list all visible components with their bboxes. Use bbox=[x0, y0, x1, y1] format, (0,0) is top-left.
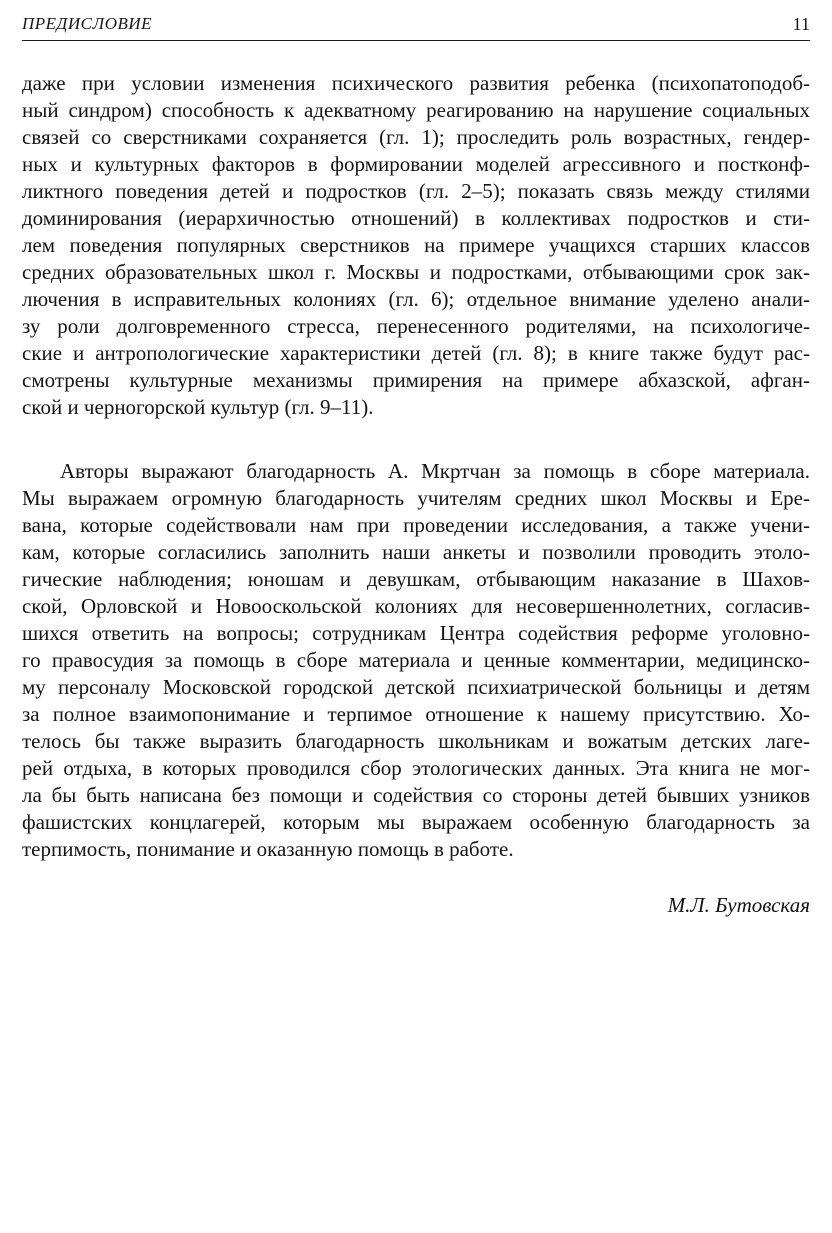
text-line: терпимость, понимание и оказанную помощь в работе. bbox=[22, 837, 514, 861]
text-line: за полное взаимопонимание и терпимое отношение к нашему присутствию. Хо- bbox=[22, 702, 810, 726]
text-line: телось бы также выразить благодарность школьникам и вожатым детских лаге- bbox=[22, 729, 810, 753]
text-line: доминирования (иерархичностью отношений) в коллективах подростков и сти- bbox=[22, 206, 810, 230]
text-line: фашистских концлагерей, которым мы выражаем особенную благодарность за bbox=[22, 810, 810, 834]
text-line: го правосудия за помощь в сборе материала и ценные комментарии, медицинско- bbox=[22, 648, 810, 672]
text-line: ный синдром) способность к адекватному реагированию на нарушение социальных bbox=[22, 98, 810, 122]
text-line: гические наблюдения; юношам и девушкам, отбывающим наказание в Шахов- bbox=[22, 567, 810, 591]
text-line: рей отдыха, в которых проводился сбор этологических данных. Эта книга не мог- bbox=[22, 756, 810, 780]
running-header bbox=[22, 12, 810, 41]
text-line: му персоналу Московской городской детской психиатрической больницы и детям bbox=[22, 675, 810, 699]
text-line: ла бы быть написана без помощи и содействия со стороны детей бывших узников bbox=[22, 783, 810, 807]
text-line: зу роли долговременного стресса, перенесенного родителями, на психологиче- bbox=[22, 314, 810, 338]
text-line: смотрены культурные механизмы примирения на примере абхазской, афган- bbox=[22, 368, 810, 392]
text-line: ликтного поведения детей и подростков (гл. 2–5); показать связь между стилями bbox=[22, 179, 810, 203]
header-title: ПРЕДИСЛОВИЕ bbox=[22, 14, 153, 33]
text-line: вана, которые содействовали нам при проведении исследования, а также учени- bbox=[22, 513, 810, 537]
text-line: ской, Орловской и Новооскольской колониях для несовершеннолетних, согласив- bbox=[22, 594, 810, 618]
text-line: Авторы выражают благодарность А. Мкртчан за помощь в сборе материала. bbox=[60, 459, 810, 483]
text-line: средних образовательных школ г. Москвы и подростками, отбывающими срок зак- bbox=[22, 260, 810, 284]
page-number: 11 bbox=[792, 14, 810, 34]
text-line: связей со сверстниками сохраняется (гл. 1); проследить роль возрастных, гендер- bbox=[22, 125, 810, 149]
text-line: даже при условии изменения психического развития ребенка (психопатоподоб- bbox=[22, 71, 810, 95]
text-line: кам, которые согласились заполнить наши анкеты и позволили проводить этоло- bbox=[22, 540, 810, 564]
text-line: Мы выражаем огромную благодарность учителям средних школ Москвы и Ере- bbox=[22, 486, 810, 510]
text-line: ных и культурных факторов в формировании моделей агрессивного и постконф- bbox=[22, 152, 810, 176]
text-line: лючения в исправительных колониях (гл. 6); отдельное внимание уделено анали- bbox=[22, 287, 810, 311]
text-line: лем поведения популярных сверстников на примере учащихся старших классов bbox=[22, 233, 810, 257]
text-line: ской и черногорской культур (гл. 9–11). bbox=[22, 395, 374, 419]
text-line: ские и антропологические характеристики детей (гл. 8); в книге также будут рас- bbox=[22, 341, 810, 365]
author-signature: М.Л. Бутовская bbox=[667, 893, 810, 917]
text-line: шихся ответить на вопросы; сотрудникам Центра содействия реформе уголовно- bbox=[22, 621, 810, 645]
